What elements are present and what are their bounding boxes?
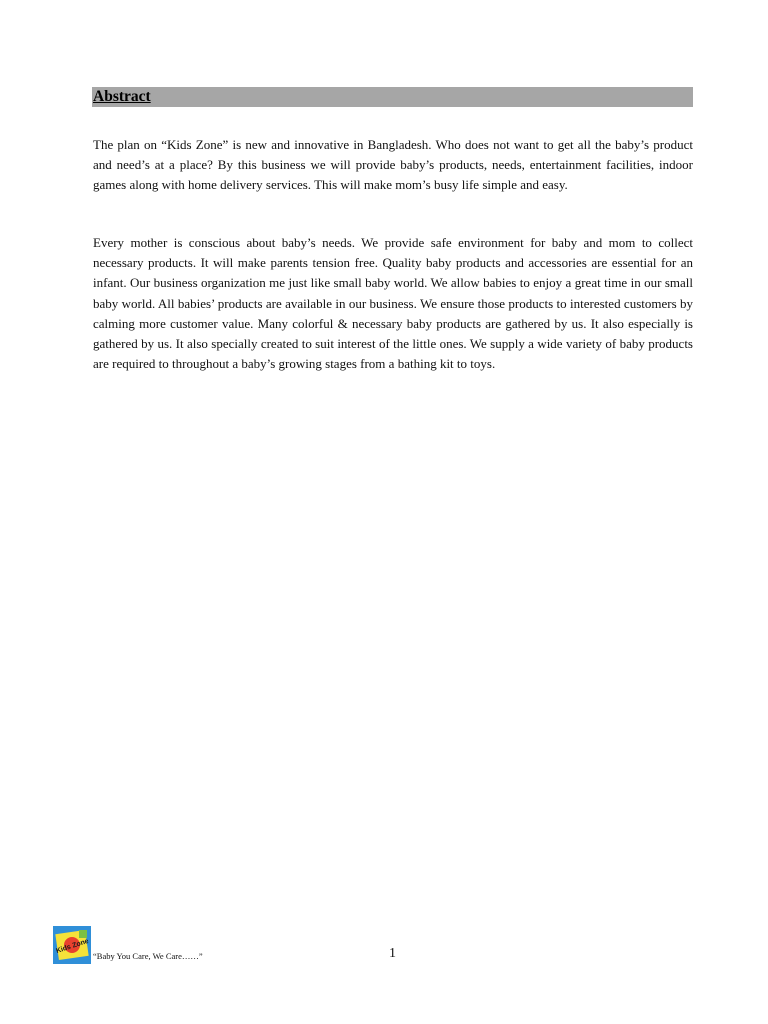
kids-zone-logo xyxy=(53,926,91,964)
abstract-heading: Abstract xyxy=(93,88,151,105)
abstract-heading-bar xyxy=(92,87,693,107)
abstract-paragraph-2: Every mother is conscious about baby’s needs. We provide safe environment for baby and mom to collect necessary products. It will make parents tension free. Quality baby products and accessories are essential for an infant. Our business organization me just like small baby world. We allow babies to enjoy a great time in our small baby world. All babies’ products are available in our business. We ensure those products to interested customers by calming more customer value. Many colorful & necessary baby products are gathered by us. It also especially is gathered by us. It also specially created to suit interest of the little ones. We supply a wide variety of baby products are required to throughout a baby’s growing stages from a bathing kit to toys. xyxy=(93,235,693,372)
page-number: 1 xyxy=(389,946,396,961)
footer-tagline: “Baby You Care, We Care……” xyxy=(93,951,203,961)
abstract-paragraph-1: The plan on “Kids Zone” is new and innovative in Bangladesh. Who does not want to get all the baby’s product and need’s at a place? By this business we will provide baby’s products, needs, entertainment facilities, indoor games along with home delivery services. This will make mom’s busy life simple and easy. xyxy=(93,137,693,193)
logo-text: Kids Zone xyxy=(55,937,90,955)
